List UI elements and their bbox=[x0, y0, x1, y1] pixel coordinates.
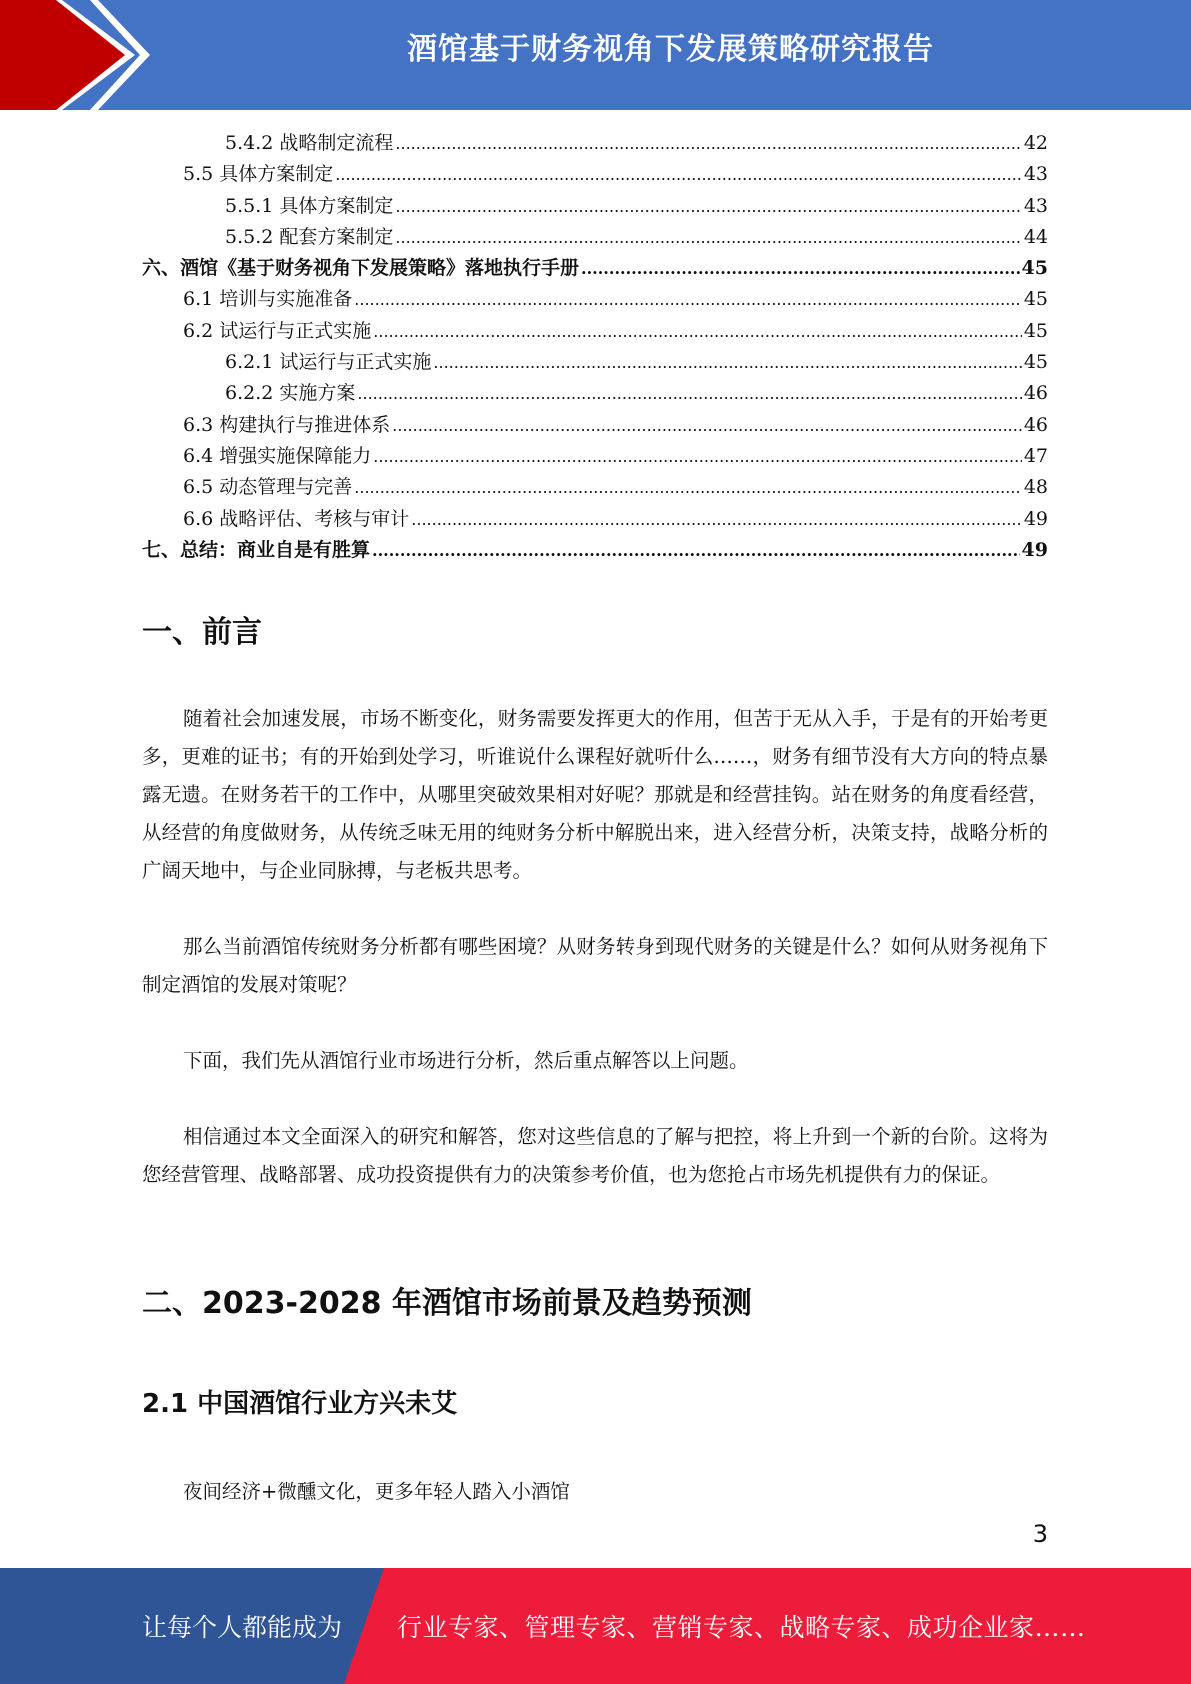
toc-entry-page: 46 bbox=[1023, 382, 1048, 405]
toc-leader-dots bbox=[335, 159, 1022, 190]
page-footer bbox=[0, 1568, 1191, 1684]
toc-entry-label: 6.5 动态管理与完善 bbox=[183, 476, 353, 499]
toc-entry[interactable] bbox=[142, 535, 1048, 566]
toc-entry[interactable] bbox=[142, 504, 1048, 535]
toc-entry-page: 45 bbox=[1023, 319, 1048, 342]
paragraph: 夜间经济+微醺文化，更多年轻人踏入小酒馆 bbox=[183, 1480, 570, 1503]
toc-leader-dots bbox=[433, 347, 1021, 378]
toc-entry-page: 48 bbox=[1023, 476, 1048, 499]
toc-entry-page: 47 bbox=[1023, 444, 1048, 467]
paragraph: 那么当前酒馆传统财务分析都有哪些困境？从财务转身到现代财务的关键是什么？如何从财务视角下制定酒馆的发展对策呢？ bbox=[142, 935, 1048, 996]
toc-entry-label: 6.2 试运行与正式实施 bbox=[183, 319, 372, 342]
toc-entry-label: 5.5.2 配套方案制定 bbox=[225, 225, 394, 248]
toc-leader-dots bbox=[357, 378, 1021, 409]
toc-entry[interactable] bbox=[142, 378, 1048, 409]
paragraph: 随着社会加速发展，市场不断变化，财务需要发挥更大的作用，但苦于无从入手，于是有的开始考更多，更难的证书；有的开始到处学习，听谁说什么课程好就听什么……，财务有细节没有大方向的特点暴露无遗。在财务若干的工作中，从哪里突破效果相对好呢？那就是和经营挂钩。站在财务的角度看经营，从经营的角度做财务，从传统乏味无用的纯财务分析中解脱出来，进入经营分析，决策支持，战略分析的广阔天地中，与企业同脉搏，与老板共思考。 bbox=[142, 707, 1048, 882]
toc-entry-label: 6.2.1 试运行与正式实施 bbox=[225, 351, 432, 374]
toc-entry-page: 46 bbox=[1023, 413, 1048, 436]
footer-slogan-left: 让每个人都能成为 bbox=[142, 1613, 343, 1642]
toc-leader-dots bbox=[354, 472, 1022, 503]
toc-entry[interactable] bbox=[142, 441, 1048, 472]
toc-leader-dots bbox=[395, 222, 1021, 253]
toc-entry[interactable] bbox=[142, 222, 1048, 253]
toc-entry-page: 49 bbox=[1023, 507, 1048, 530]
page-header bbox=[0, 0, 1191, 110]
header-chevron-icon bbox=[0, 0, 160, 110]
toc-entry-label: 六、酒馆《基于财务视角下发展策略》落地执行手册 bbox=[142, 257, 580, 280]
toc-leader-dots bbox=[392, 410, 1022, 441]
section-heading-forecast: 二、2023-2028 年酒馆市场前景及趋势预测 bbox=[142, 1286, 752, 1321]
toc-entry-label: 七、总结：商业自是有胜算 bbox=[142, 538, 371, 561]
toc-entry-page: 44 bbox=[1023, 225, 1048, 248]
toc-entry-label: 6.2.2 实施方案 bbox=[225, 382, 356, 405]
toc-entry-page: 45 bbox=[1023, 351, 1048, 374]
paragraph: 相信通过本文全面深入的研究和解答，您对这些信息的了解与把控，将上升到一个新的台阶。这将为您经营管理、战略部署、成功投资提供有力的决策参考价值，也为您抢占市场先机提供有力的保证。 bbox=[142, 1125, 1048, 1186]
toc-leader-dots bbox=[581, 253, 1020, 284]
toc-entry-label: 5.4.2 战略制定流程 bbox=[225, 132, 394, 154]
toc-entry-label: 6.4 增强实施保障能力 bbox=[183, 444, 372, 467]
toc-entry[interactable] bbox=[142, 347, 1048, 378]
toc-entry-label: 6.3 构建执行与推进体系 bbox=[183, 413, 391, 436]
toc-leader-dots bbox=[372, 535, 1020, 566]
toc-entry[interactable] bbox=[142, 128, 1048, 159]
toc-entry[interactable] bbox=[142, 159, 1048, 190]
section-heading-preface: 一、前言 bbox=[142, 615, 262, 650]
toc-entry-label: 6.1 培训与实施准备 bbox=[183, 288, 353, 311]
table-of-contents bbox=[142, 128, 1048, 566]
toc-entry-page: 43 bbox=[1023, 163, 1048, 186]
toc-entry-label: 6.6 战略评估、考核与审计 bbox=[183, 507, 410, 530]
toc-leader-dots bbox=[373, 316, 1022, 347]
toc-entry-page: 42 bbox=[1023, 132, 1048, 154]
toc-leader-dots bbox=[395, 128, 1021, 159]
footer-slogan-right: 行业专家、管理专家、营销专家、战略专家、成功企业家…… bbox=[397, 1613, 1086, 1642]
toc-leader-dots bbox=[354, 284, 1022, 315]
toc-entry-label: 5.5.1 具体方案制定 bbox=[225, 194, 394, 217]
toc-entry[interactable] bbox=[142, 191, 1048, 222]
paragraph: 下面，我们先从酒馆行业市场进行分析，然后重点解答以上问题。 bbox=[183, 1049, 749, 1072]
toc-entry-page: 43 bbox=[1023, 194, 1048, 217]
subsection-heading: 2.1 中国酒馆行业方兴未艾 bbox=[142, 1389, 458, 1419]
page-number: 3 bbox=[1032, 1520, 1048, 1548]
toc-leader-dots bbox=[373, 441, 1022, 472]
toc-entry[interactable] bbox=[142, 410, 1048, 441]
toc-entry[interactable] bbox=[142, 316, 1048, 347]
toc-leader-dots bbox=[395, 191, 1021, 222]
toc-entry-page: 49 bbox=[1021, 538, 1048, 561]
toc-entry[interactable] bbox=[142, 253, 1048, 284]
toc-entry-page: 45 bbox=[1023, 288, 1048, 311]
toc-entry[interactable] bbox=[142, 472, 1048, 503]
toc-leader-dots bbox=[411, 504, 1022, 535]
toc-entry[interactable] bbox=[142, 284, 1048, 315]
header-title: 酒馆基于财务视角下发展策略研究报告 bbox=[407, 32, 934, 67]
toc-entry-page: 45 bbox=[1021, 257, 1048, 280]
toc-entry-label: 5.5 具体方案制定 bbox=[183, 163, 334, 186]
